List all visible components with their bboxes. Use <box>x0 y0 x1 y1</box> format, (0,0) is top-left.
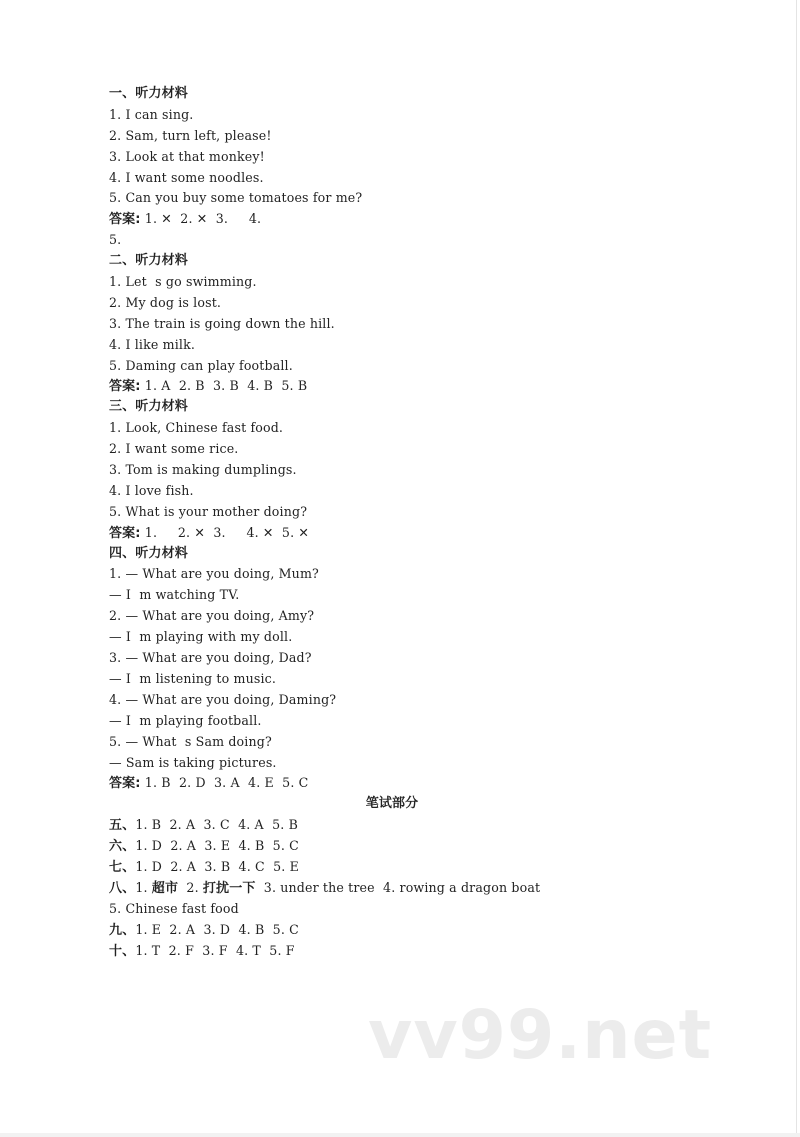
dialogue-line: — I m watching TV. <box>109 587 240 603</box>
answer-text: 1. 2. ✕ 3. 4. ✕ 5. ✕ <box>140 524 310 540</box>
listening-item: 2. I want some rice. <box>109 441 239 457</box>
answer-text: 1. T 2. F 3. F 4. T 5. F <box>135 942 295 958</box>
answer-line <box>109 209 709 230</box>
dialogue-line: — I m listening to music. <box>109 670 277 686</box>
written-answer-line <box>109 857 709 878</box>
page-bottom-edge <box>0 1133 800 1137</box>
dialogue-line: 1. — What are you doing, Mum? <box>109 566 319 582</box>
answer-text: 1. D 2. A 3. B 4. C 5. E <box>135 858 299 874</box>
answer-text: 1. E 2. A 3. D 4. B 5. C <box>135 921 299 937</box>
dialogue-line: 4. — What are you doing, Daming? <box>109 691 337 707</box>
question-number: 十、 <box>109 943 136 959</box>
answer-text: 2. <box>178 879 203 895</box>
answer-text: 3. under the tree 4. rowing a dragon boat <box>255 879 541 895</box>
written-part-title: 笔试部分 <box>365 796 419 812</box>
answer-label: 答案: <box>109 525 141 541</box>
question-number: 五、 <box>109 818 136 834</box>
answer-line <box>109 376 709 397</box>
listening-item: 2. My dog is lost. <box>109 294 222 310</box>
dialogue-line: — I m playing football. <box>109 712 262 728</box>
listening-item: 4. I like milk. <box>109 336 196 352</box>
answer-key <box>109 84 709 961</box>
answer-line <box>109 523 709 544</box>
answer-text: 1. A 2. B 3. B 4. B 5. B <box>140 378 308 394</box>
dialogue-line: — I m playing with my doll. <box>109 629 293 645</box>
watermark: vv99.net <box>368 996 713 1075</box>
listening-item: 1. Look, Chinese fast food. <box>109 420 284 436</box>
listening-item: 5. What is your mother doing? <box>109 503 308 519</box>
answer-text: 1. ✕ 2. ✕ 3. 4. <box>140 211 262 227</box>
answer-word: 超市 <box>151 880 179 896</box>
section-heading: 一、听力材料 <box>109 86 188 101</box>
listening-item: 2. Sam, turn left, please! <box>109 127 272 143</box>
answer-word: 打扰一下 <box>202 880 256 896</box>
written-answer-line <box>109 941 709 962</box>
listening-item: 4. I love fish. <box>109 482 194 498</box>
answer-line-cont: 5. <box>109 232 122 248</box>
section-heading: 二、听力材料 <box>109 253 188 269</box>
dialogue-line: 2. — What are you doing, Amy? <box>109 608 315 624</box>
written-answer-cont: 5. Chinese fast food <box>109 900 239 916</box>
question-number: 七、 <box>109 859 136 875</box>
answer-text: 1. <box>135 879 152 895</box>
written-answer-line <box>109 878 709 899</box>
question-number: 九、 <box>109 922 136 938</box>
listening-item: 1. I can sing. <box>109 106 194 122</box>
dialogue-line: 5. — What s Sam doing? <box>109 733 272 749</box>
answer-line <box>109 773 709 794</box>
answer-text: 1. B 2. A 3. C 4. A 5. B <box>135 817 298 833</box>
section-heading: 三、听力材料 <box>109 399 188 415</box>
listening-item: 3. Look at that monkey! <box>109 148 265 164</box>
written-answer-line <box>109 815 709 836</box>
dialogue-line: 3. — What are you doing, Dad? <box>109 650 312 666</box>
answer-text: 1. B 2. D 3. A 4. E 5. C <box>140 775 309 791</box>
listening-item: 5. Daming can play football. <box>109 357 293 373</box>
dialogue-line: — Sam is taking pictures. <box>109 754 277 770</box>
listening-item: 1. Let s go swimming. <box>109 274 257 290</box>
listening-item: 5. Can you buy some tomatoes for me? <box>109 190 363 206</box>
answer-label: 答案: <box>109 379 141 395</box>
question-number: 六、 <box>109 839 136 855</box>
answer-label: 答案: <box>109 776 141 792</box>
listening-item: 3. Tom is making dumplings. <box>109 462 297 478</box>
answer-label: 答案: <box>109 212 141 228</box>
answer-text: 1. D 2. A 3. E 4. B 5. C <box>135 838 299 854</box>
section-heading: 四、听力材料 <box>109 545 188 561</box>
listening-item: 3. The train is going down the hill. <box>109 315 335 331</box>
written-answer-line <box>109 920 709 941</box>
question-number: 八、 <box>109 880 136 896</box>
written-answer-line <box>109 836 709 857</box>
listening-item: 4. I want some noodles. <box>109 169 264 185</box>
